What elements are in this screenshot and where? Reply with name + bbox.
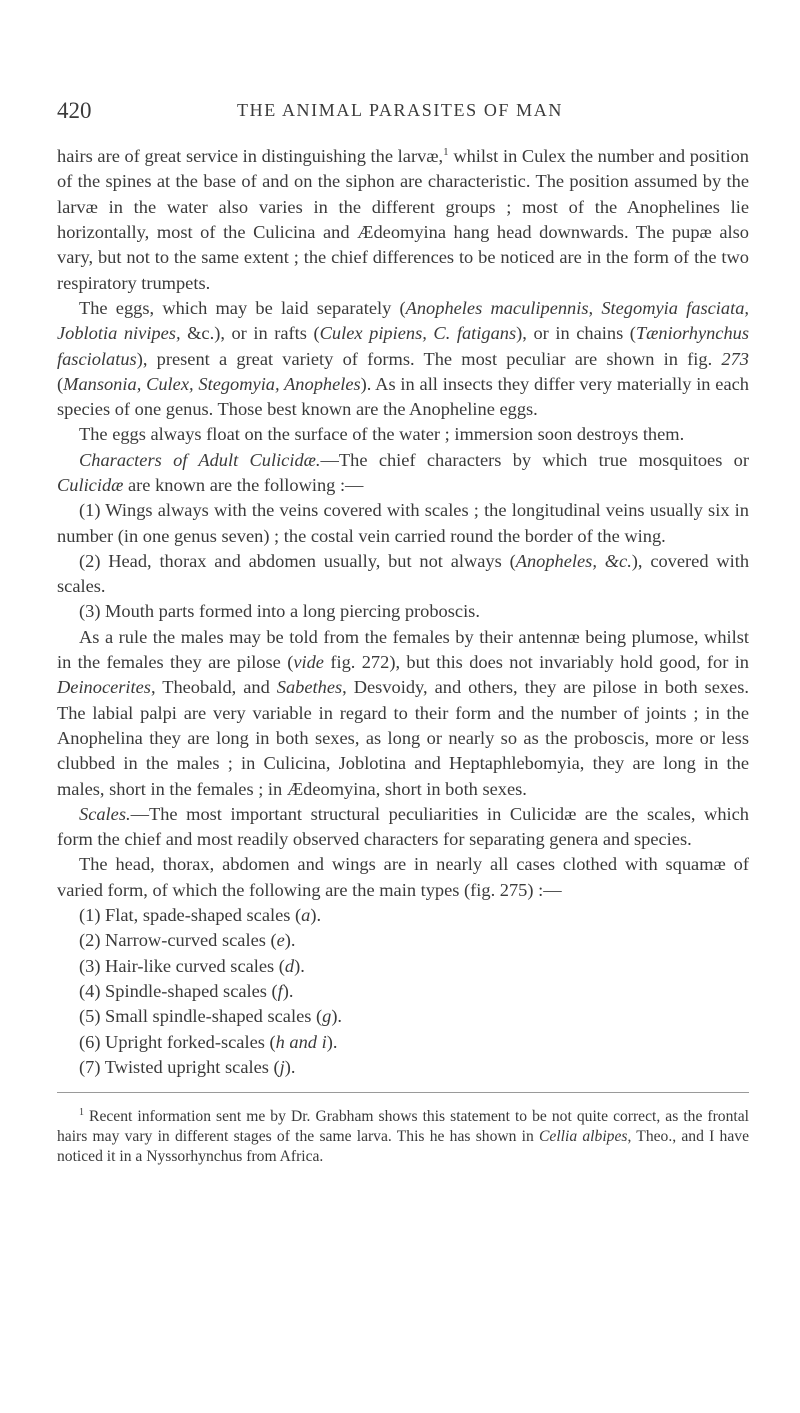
figure-ref: e bbox=[276, 930, 285, 951]
item-end: ). bbox=[284, 1056, 296, 1077]
item-number: (2) bbox=[79, 930, 106, 951]
footnote-text: , Theo., and I have noticed it in a Nyssorhynchus from Africa. bbox=[57, 1128, 749, 1166]
item-number: (4) bbox=[79, 980, 106, 1001]
italic-text: Sabethes bbox=[276, 677, 343, 698]
page-number: 420 bbox=[57, 98, 92, 123]
text: ). As in all insects they differ very materially in each species of one genus. Those best known are the Anopheline eggs. bbox=[57, 373, 749, 420]
item-end: ). bbox=[326, 1031, 338, 1052]
text: —The chief characters by which true mosquitoes or bbox=[320, 449, 749, 470]
italic-text: Anopheles maculipennis, Stegomyia fasciata, Joblotia nivipes, bbox=[57, 297, 749, 344]
item-end: ). bbox=[284, 930, 296, 951]
item-number: (5) bbox=[79, 1006, 106, 1027]
italic-text: Anopheles, &c. bbox=[515, 550, 632, 571]
paragraph-squamae: The head, thorax, abdomen and wings are in nearly all cases clothed with squamæ of varied form, of which the following are the main types (fig. 275) :— bbox=[57, 854, 749, 900]
list-item bbox=[57, 1030, 749, 1055]
italic-text: Tæniorhynchus fasciolatus bbox=[57, 323, 750, 369]
text: ), covered with scales. bbox=[57, 550, 750, 597]
item-number: (7) bbox=[79, 1056, 105, 1077]
footnote-text: Recent information sent me by Dr. Grabham shows this statement to be not quite correct, as the frontal hairs may vary in different stages of the same larva. This he has shown in bbox=[57, 1108, 749, 1146]
italic-text: 273 bbox=[721, 348, 749, 369]
text: As a rule the males may be told from the females by their antennæ being plumose, whilst in the females they are pilose ( bbox=[57, 626, 749, 673]
character-3: (3) Mouth parts formed into a long piercing proboscis. bbox=[79, 601, 480, 622]
item-end: ). bbox=[294, 955, 305, 976]
character-2 bbox=[57, 549, 749, 600]
text: whilst in Culex the number and position of the spines at the base of and on the siphon are characteristic. The position assumed by the larvæ in the water also varies in the different groups ; most of the Anophelines lie horizontally, most of the Culicina and Ædeomyina hang head downwards. The pupæ also vary, but not to the same extent ; the chief differences to be noticed are in the form of the two respiratory trumpets. bbox=[57, 146, 749, 293]
text: ), or in chains ( bbox=[516, 323, 636, 344]
paragraph-sexes bbox=[57, 625, 749, 802]
figure-ref: g bbox=[322, 1006, 332, 1027]
text: The eggs, which may be laid separately ( bbox=[79, 297, 406, 318]
list-item bbox=[57, 1055, 749, 1080]
character-1: (1) Wings always with the veins covered with scales ; the longitudinal veins usually six in number (in one genus seven) ; the costal vein carried round the border of the wing. bbox=[57, 500, 749, 546]
italic-text: Cellia albipes bbox=[539, 1128, 628, 1146]
list-item bbox=[57, 928, 749, 953]
italic-text: vide bbox=[293, 652, 324, 673]
paragraph-characters bbox=[57, 448, 749, 499]
page-body bbox=[57, 140, 749, 1167]
italic-text: Culex pipiens, C. fatigans bbox=[319, 323, 517, 344]
item-text: Upright forked-scales ( bbox=[105, 1031, 276, 1052]
figure-ref: a bbox=[301, 905, 311, 926]
item-end: ). bbox=[331, 1006, 343, 1027]
text: —The most important structural peculiarities in Culicidæ are the scales, which form the chief and most readily observed characters for separating genera and species. bbox=[57, 803, 749, 850]
item-text: Hair-like curved scales ( bbox=[105, 955, 285, 976]
paragraph-float: The eggs always float on the surface of the water ; immersion soon destroys them. bbox=[79, 424, 685, 445]
item-text: Small spindle-shaped scales ( bbox=[105, 1006, 323, 1027]
text: fig. 272), but this does not invariably hold good, for in bbox=[323, 652, 749, 673]
item-number: (3) bbox=[79, 955, 106, 976]
italic-text: Culicidæ bbox=[57, 474, 124, 495]
text: (2) Head, thorax and abdomen usually, but not always ( bbox=[79, 550, 516, 571]
scale-types-list bbox=[57, 903, 749, 1080]
text: ( bbox=[57, 373, 64, 394]
paragraph-eggs bbox=[57, 296, 749, 422]
item-text: Twisted upright scales ( bbox=[104, 1056, 280, 1077]
page-header bbox=[57, 98, 743, 126]
italic-text: Deinocerites bbox=[57, 677, 151, 698]
text: , Desvoidy, and others, they are pilose in both sexes. The labial palpi are very variable in regard to their form and the number of joints ; in the Anophelina they are long in both sexes, as long or nearly so as the proboscis, more or less clubbed in the males ; in Culicina, Joblotina and Heptaphlebomyia, they are long in the males, short in the females ; in Ædeomyina, short in both sexes. bbox=[57, 677, 749, 799]
text: ), present a great variety of forms. The most peculiar are shown in fig. bbox=[136, 348, 722, 369]
text: hairs are of great service in distinguishing the larvæ, bbox=[57, 146, 444, 167]
footnote bbox=[57, 1103, 749, 1167]
paragraph-scales bbox=[57, 802, 749, 853]
list-item bbox=[57, 979, 749, 1004]
list-item bbox=[57, 954, 749, 979]
item-end: ). bbox=[282, 980, 294, 1001]
item-number: (1) bbox=[79, 905, 106, 926]
running-head: THE ANIMAL PARASITES OF MAN bbox=[237, 100, 563, 120]
list-item bbox=[57, 1004, 749, 1029]
footnote-ref: 1 bbox=[443, 146, 449, 158]
list-item bbox=[57, 903, 749, 928]
item-text: Narrow-curved scales ( bbox=[105, 930, 277, 951]
figure-ref: h and i bbox=[275, 1031, 327, 1052]
section-heading: Scales. bbox=[79, 803, 131, 824]
footnote-marker: 1 bbox=[79, 1107, 84, 1119]
item-number: (6) bbox=[79, 1031, 106, 1052]
figure-ref: d bbox=[284, 955, 295, 976]
paragraph-larvae bbox=[57, 140, 749, 296]
italic-text: Mansonia, Culex, Stegomyia, Anopheles bbox=[63, 373, 361, 394]
figure-ref: f bbox=[277, 980, 283, 1001]
footnote-divider bbox=[57, 1092, 749, 1093]
item-text: Flat, spade-shaped scales ( bbox=[105, 905, 302, 926]
text: are known are the following :— bbox=[123, 474, 364, 495]
text: , Theobald, and bbox=[150, 677, 277, 698]
section-heading: Characters of Adult Culicidæ. bbox=[79, 449, 321, 470]
text: &c.), or in rafts ( bbox=[180, 323, 320, 344]
item-text: Spindle-shaped scales ( bbox=[105, 980, 278, 1001]
figure-ref: j bbox=[279, 1056, 285, 1077]
item-end: ). bbox=[310, 905, 322, 926]
